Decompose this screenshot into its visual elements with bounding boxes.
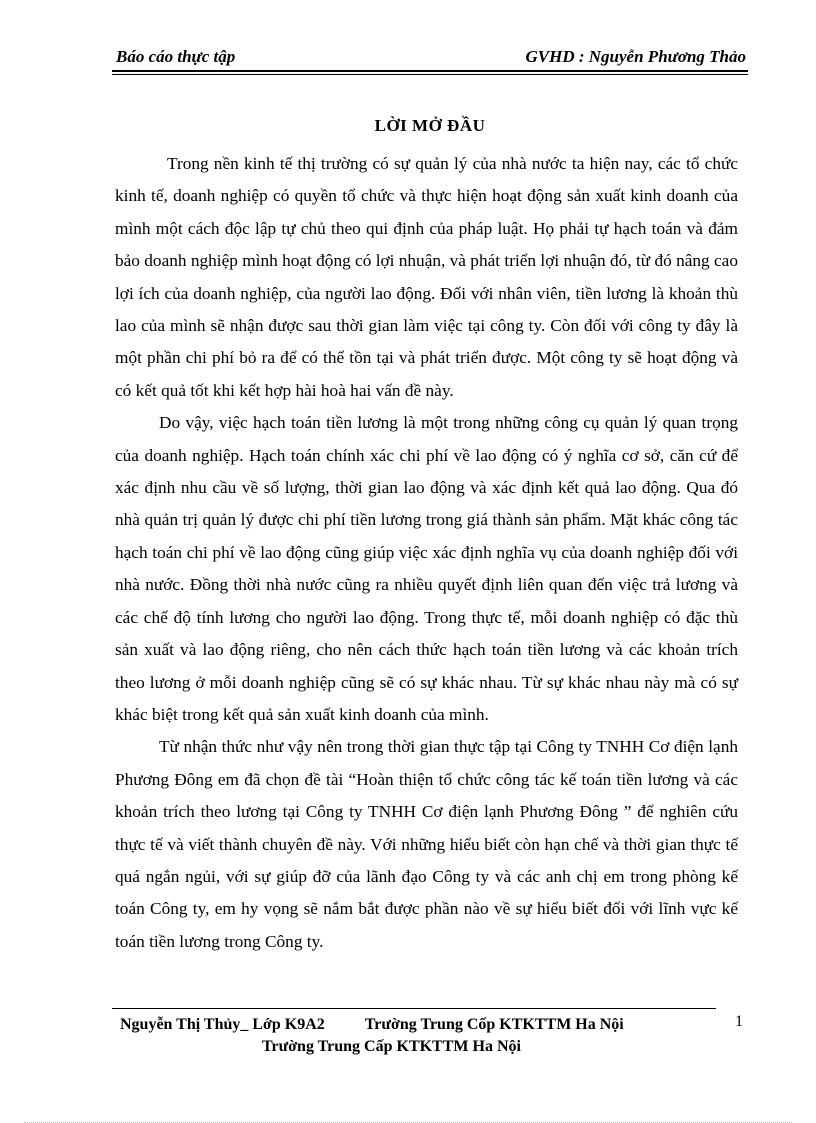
report-title: Báo cáo thực tập <box>116 47 236 66</box>
header-rule-thin <box>112 74 748 75</box>
paragraph: Do vậy, việc hạch toán tiền lương là một trong những công cụ quản lý quan trọng của doanh nghiệp. Hạch toán chính xác chi phí về lao động có ý nghĩa cơ sở, căn cứ để xác định nhu cầu về số lượng, thời gian lao động và xác định kết quả lao động. Qua đó nhà quản trị quản lý được chi phí tiền lương trong giá thành sản phẩm. Mặt khác công tác hạch toán chi phí về lao động cũng giúp việc xác định nghĩa vụ của doanh nghiệp đối với nhà nước. Đồng thời nhà nước cũng ra nhiều quyết định liên quan đến việc trả lương và các chế độ tính lương cho người lao động. Trong thực tế, mỗi doanh nghiệp có đặc thù sản xuất và lao động riêng, cho nên cách thức hạch toán tiền lương và các khoản trích theo lương ở mỗi doanh nghiệp cũng sẽ có sự khác nhau. Từ sự khác nhau này mà có sự khác biệt trong kết quả sản xuất kinh doanh của mình. <box>115 413 738 724</box>
page-number: 1 <box>735 1013 743 1030</box>
school-name: Trường Trung Cốp KTKTTM Ha Nội <box>364 1016 624 1033</box>
footer-line-1 <box>120 1016 624 1034</box>
supervisor-name: GVHD : Nguyễn Phương Thảo <box>525 47 746 66</box>
page-header <box>112 45 748 71</box>
footer-rule <box>112 1008 716 1009</box>
section-title: LỜI MỞ ĐẦU <box>374 116 486 135</box>
footer-school: Trường Trung Cấp KTKTTM Ha Nội <box>262 1038 521 1055</box>
paragraph: Từ nhận thức như vậy nên trong thời gian thực tập tại Công ty TNHH Cơ điện lạnh Phương Đông em đã chọn đề tài “Hoàn thiện tổ chức công tác kế toán tiền lương và các khoản trích theo lương tại Công ty TNHH Cơ điện lạnh Phương Đông ” để nghiên cứu thực tế và viết thành chuyên đề này. Với những hiểu biết còn hạn chế và thời gian thực tế quá ngắn ngủi, với sự giúp đỡ của lãnh đạo Công ty và các anh chị em trong phòng kế toán Công ty, em hy vọng sẽ nắm bắt được phần nào về sự hiểu biết đối với lĩnh vực kế toán tiền lương trong Công ty. <box>115 737 738 951</box>
paragraph: Trong nền kinh tế thị trường có sự quản lý của nhà nước ta hiện nay, các tổ chức kinh tế, doanh nghiệp có quyền tổ chức và thực hiện hoạt động sản xuất kinh doanh của mình một cách độc lập tự chủ theo qui định của pháp luật. Họ phải tự hạch toán và đảm bảo doanh nghiệp mình hoạt động có lợi nhuận, và phát triển lợi nhuận đó, từ đó nâng cao lợi ích của doanh nghiệp, của người lao động. Đối với nhân viên, tiền lương là khoản thù lao của mình sẽ nhận được sau thời gian làm việc tại công ty. Còn đối với công ty đây là một phần chi phí bỏ ra để có thể tồn tại và phát triển được. Một công ty sẽ hoạt động và có kết quả tốt khi kết hợp hài hoà hai vấn đề này. <box>115 154 738 400</box>
author-class: Nguyễn Thị Thủy_ Lớp K9A2 <box>120 1016 325 1033</box>
header-rule <box>112 70 748 72</box>
document-body <box>115 148 738 958</box>
